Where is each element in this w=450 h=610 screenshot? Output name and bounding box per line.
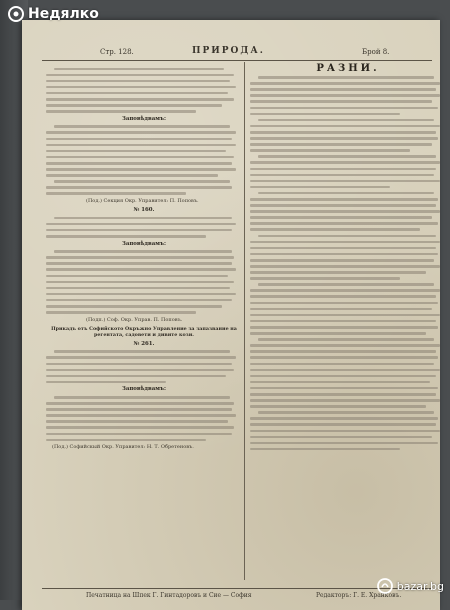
- text-line: [46, 98, 234, 101]
- text-line: [250, 168, 436, 171]
- text-line: [46, 256, 234, 259]
- publication-title: ПРИРОДА.: [192, 46, 265, 56]
- text-line: [46, 186, 232, 189]
- text-line: [250, 241, 440, 244]
- text-line: [46, 131, 236, 134]
- text-line: [250, 100, 432, 103]
- footer-rule: [42, 588, 432, 589]
- text-line: [250, 259, 434, 262]
- text-line: [250, 143, 432, 146]
- text-line: [250, 295, 436, 298]
- text-line: [54, 396, 230, 399]
- text-line: [258, 76, 434, 79]
- text-line: [46, 80, 230, 83]
- text-line: [250, 228, 420, 231]
- text-line: [46, 262, 232, 265]
- watermark-text: Недялко: [28, 6, 99, 22]
- text-line: [46, 408, 232, 411]
- text-line: [46, 305, 222, 308]
- text-line: [250, 436, 432, 439]
- text-line: [46, 414, 236, 417]
- text-line: [250, 204, 436, 207]
- text-line: [46, 104, 222, 107]
- text-line: [46, 168, 236, 171]
- text-line: [46, 381, 166, 384]
- text-line: [250, 174, 434, 177]
- issue-number: Брой 8.: [362, 48, 390, 56]
- text-line: [46, 223, 236, 226]
- text-line: [46, 426, 234, 429]
- text-line: [46, 268, 236, 271]
- text-line: [250, 210, 440, 213]
- text-line: [46, 162, 232, 165]
- text-line: [250, 363, 434, 366]
- text-line: [250, 417, 438, 420]
- header-rule: [42, 60, 432, 61]
- text-line: [46, 439, 206, 442]
- text-line: [46, 433, 232, 436]
- text-line: [258, 192, 434, 195]
- order-title: Прикадъ отъ Софийското Окръжно Управление за запазвание на регентата, садовети и дивите кози.: [51, 325, 237, 338]
- text-line: [258, 155, 436, 158]
- text-line: [250, 369, 440, 372]
- text-line: [250, 314, 440, 317]
- text-line: [46, 281, 234, 284]
- text-line: [250, 399, 440, 402]
- text-line: [250, 107, 438, 110]
- text-line: [250, 198, 438, 201]
- text-line: [54, 250, 232, 253]
- signature-line: (Под.) Секция Окр. Управител: П. Поповъ.: [86, 197, 199, 204]
- section-heading: Заповѣдвамъ:: [121, 386, 167, 393]
- text-line: [54, 350, 230, 353]
- text-line: [258, 283, 434, 286]
- text-line: [250, 149, 410, 152]
- text-line: [250, 180, 440, 183]
- decree-number: № 261.: [133, 340, 155, 347]
- text-line: [250, 88, 436, 91]
- text-line: [46, 420, 228, 423]
- text-line: [250, 216, 432, 219]
- text-line: [258, 411, 434, 414]
- text-line: [46, 192, 186, 195]
- text-line: [54, 68, 224, 71]
- text-line: [250, 350, 436, 353]
- text-line: [258, 235, 436, 238]
- printer-imprint: Печатница на Шпек Г. Гинтадоровъ и Сие — София: [86, 592, 252, 599]
- text-line: [250, 375, 436, 378]
- decree-number: № 160.: [133, 207, 155, 214]
- text-line: [46, 174, 218, 177]
- text-line: [250, 332, 426, 335]
- text-line: [250, 271, 426, 274]
- text-line: [250, 387, 438, 390]
- text-line: [250, 356, 438, 359]
- text-line: [250, 381, 430, 384]
- text-line: [46, 229, 232, 232]
- text-line: [250, 131, 436, 134]
- text-line: [250, 186, 390, 189]
- seller-logo-icon: [8, 6, 24, 22]
- text-line: [54, 125, 230, 128]
- signature-line: (Под.) Софийскый Окр. Управител: Н. Т. Обретеновъ.: [52, 444, 194, 451]
- right-column: [250, 64, 440, 450]
- text-line: [46, 92, 228, 95]
- site-watermark-text: bazar.bg: [396, 579, 444, 593]
- text-line: [46, 235, 206, 238]
- text-line: [46, 110, 196, 113]
- left-column: [46, 64, 242, 453]
- page-number: Стр. 128.: [100, 48, 134, 56]
- page-header: [22, 46, 440, 60]
- text-line: [250, 82, 440, 85]
- text-line: [46, 299, 232, 302]
- text-line: [250, 448, 400, 451]
- text-line: [250, 113, 400, 116]
- site-watermark: [377, 578, 444, 594]
- column-divider: [244, 62, 245, 580]
- text-line: [250, 94, 440, 97]
- text-line: [46, 287, 230, 290]
- text-line: [250, 161, 440, 164]
- text-line: [46, 375, 226, 378]
- text-line: [250, 430, 440, 433]
- text-line: [250, 442, 438, 445]
- text-line: [250, 308, 432, 311]
- text-line: [54, 180, 230, 183]
- text-line: [46, 138, 232, 141]
- section-title: РАЗНИ.: [316, 63, 380, 74]
- text-line: [250, 393, 436, 396]
- text-line: [250, 344, 440, 347]
- site-logo-icon: [377, 578, 393, 594]
- text-line: [46, 402, 234, 405]
- text-line: [46, 363, 232, 366]
- text-line: [250, 125, 440, 128]
- text-line: [250, 423, 436, 426]
- text-line: [250, 302, 438, 305]
- editor-signature: Редакторъ: Г. Е. Хранковъ.: [316, 592, 402, 599]
- text-line: [250, 405, 426, 408]
- text-line: [250, 253, 438, 256]
- section-heading: Заповѣдвамъ:: [121, 115, 167, 122]
- text-line: [46, 144, 236, 147]
- text-line: [250, 326, 438, 329]
- signature-line: (Подп.) Соф. Окр. Управ. П. Поповъ.: [86, 316, 183, 323]
- text-line: [46, 275, 228, 278]
- text-line: [250, 137, 438, 140]
- text-line: [46, 293, 236, 296]
- text-line: [46, 74, 234, 77]
- text-line: [258, 338, 434, 341]
- text-line: [46, 86, 236, 89]
- watermark: [8, 6, 99, 22]
- text-line: [258, 119, 434, 122]
- newspaper-page: [22, 20, 440, 610]
- text-line: [46, 150, 226, 153]
- text-line: [250, 277, 400, 280]
- text-line: [46, 156, 234, 159]
- text-line: [46, 311, 196, 314]
- text-line: [250, 222, 438, 225]
- text-line: [46, 356, 236, 359]
- text-line: [54, 217, 232, 220]
- text-line: [46, 369, 234, 372]
- text-line: [250, 247, 436, 250]
- text-line: [250, 265, 440, 268]
- text-line: [250, 289, 440, 292]
- text-line: [250, 320, 436, 323]
- section-heading: Заповѣдвамъ:: [121, 240, 167, 247]
